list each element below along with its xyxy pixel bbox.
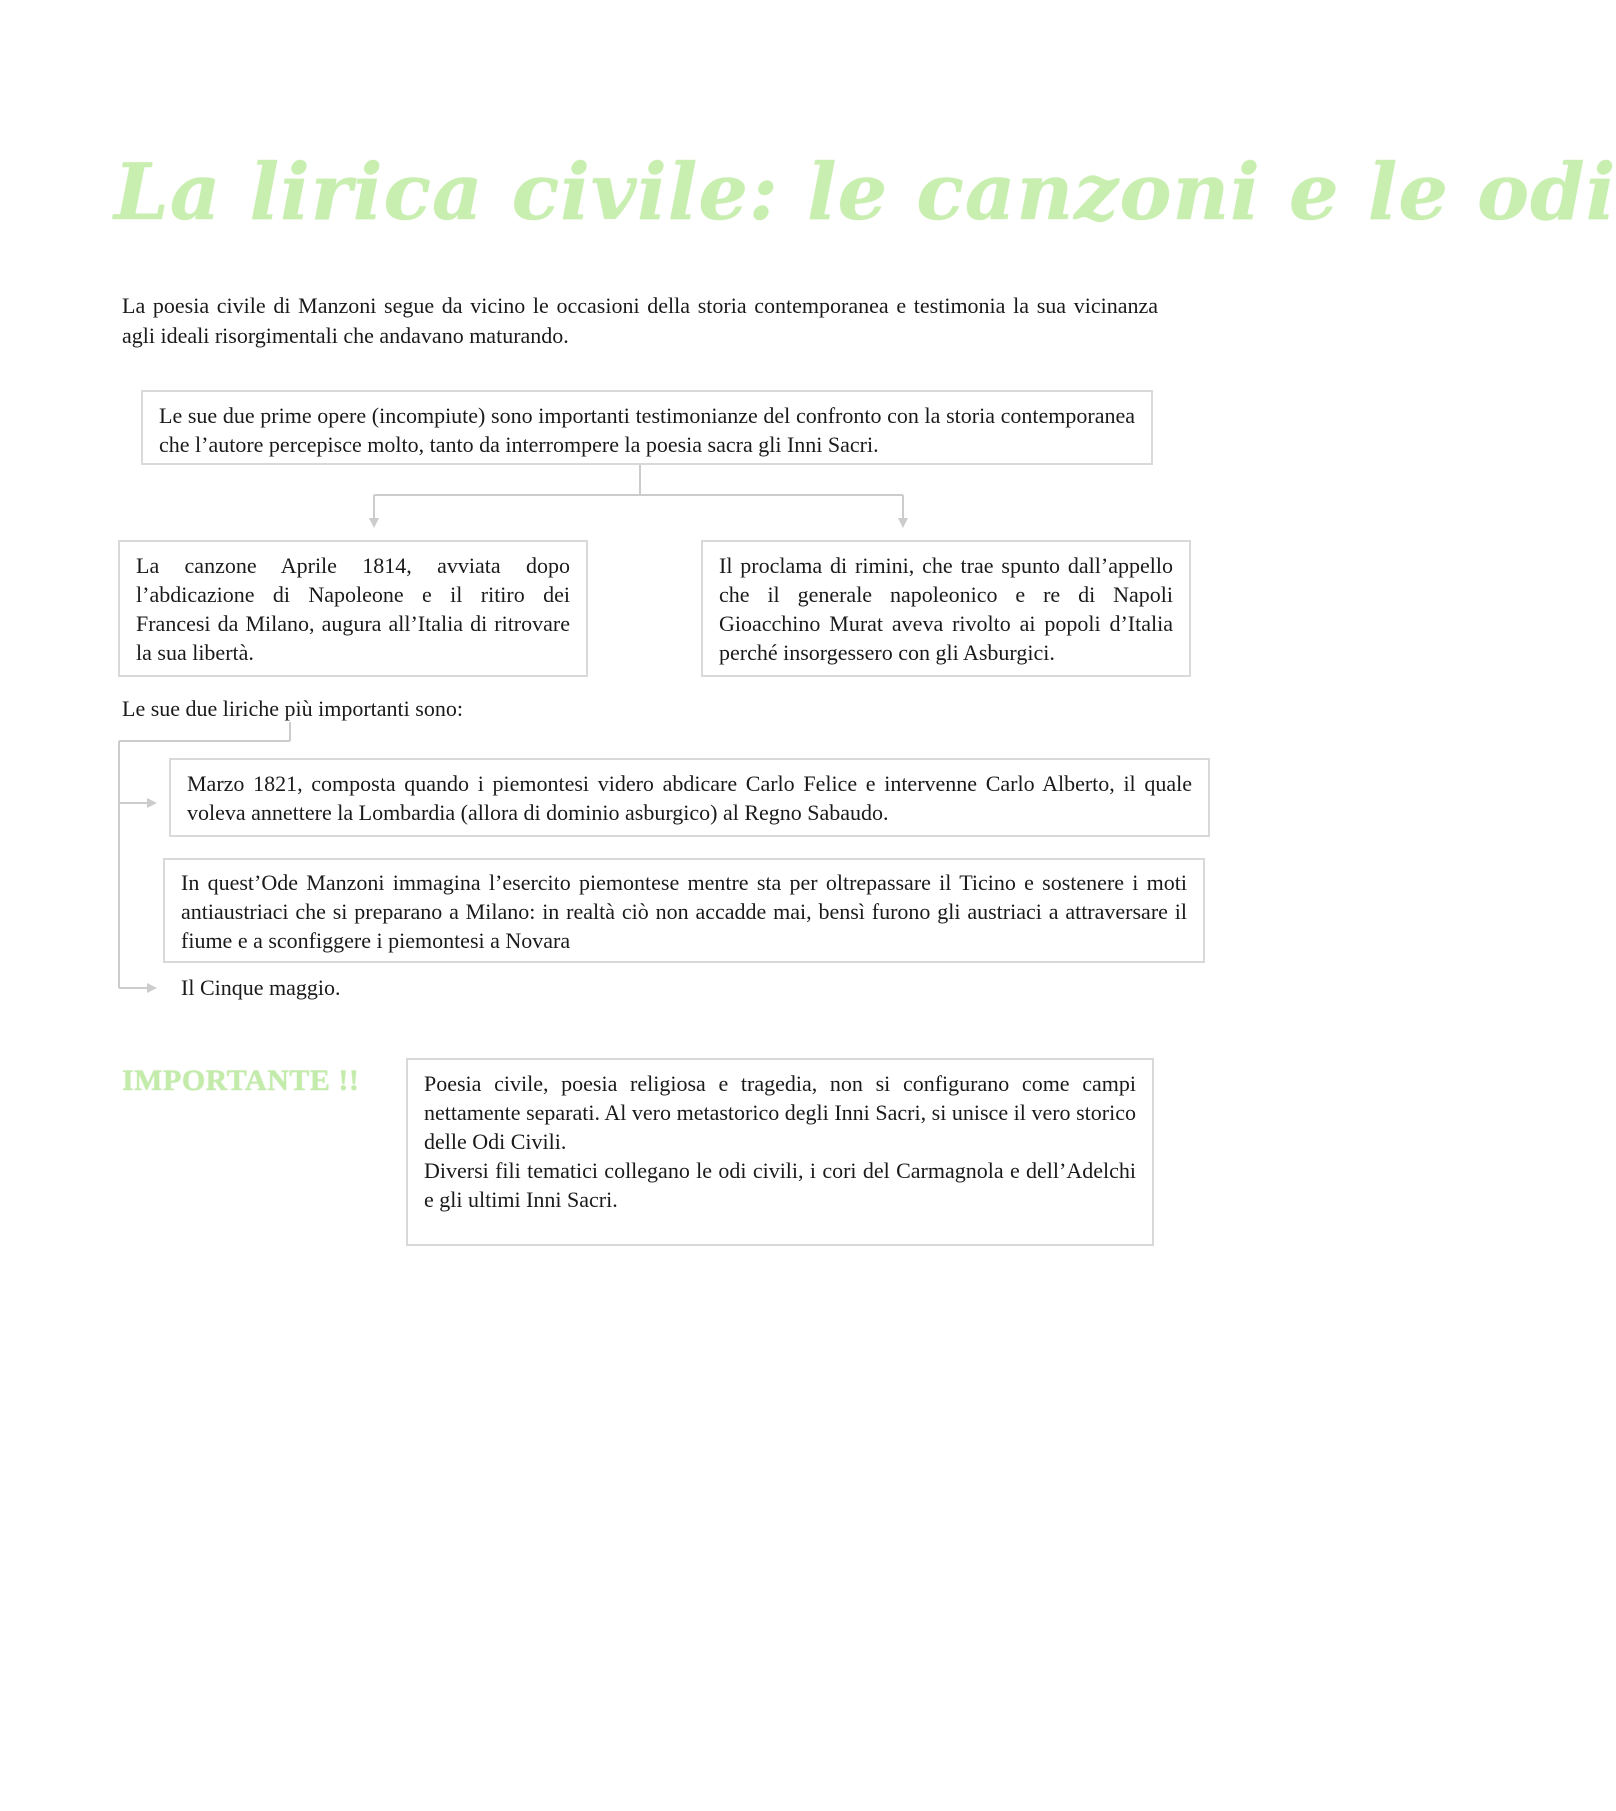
important-box — [406, 1058, 1154, 1246]
marzo-1821-box — [169, 758, 1210, 837]
page-title: La lirica civile: le canzoni e le odi — [114, 147, 1616, 238]
proclama-rimini-box — [701, 540, 1191, 677]
important-text-1: Poesia civile, poesia religiosa e tragedia, non si configurano come campi nettamente separati. Al vero metastorico degli Inni Sacri, si unisce il vero storico delle Odi Civili. — [424, 1071, 1136, 1154]
prime-opere-box — [141, 390, 1153, 465]
intro-paragraph: La poesia civile di Manzoni segue da vicino le occasioni della storia contemporanea e testimonia la sua vicinanza agli ideali risorgimentali che andavano maturando. — [122, 293, 1158, 348]
ode-description-text: In quest’Ode Manzoni immagina l’esercito piemontese mentre sta per oltrepassare il Ticino e sostenere i moti antiaustriaci che si preparano a Milano: in realtà ciò non accadde mai, bensì furono gli austriaci a attraversare il fiume e a sconfiggere i piemontesi a Novara — [181, 870, 1187, 953]
important-text-2: Diversi fili tematici collegano le odi civili, i cori del Carmagnola e dell’Adelchi e gli ultimi Inni Sacri. — [424, 1158, 1136, 1212]
important-label: IMPORTANTE !! — [122, 1064, 360, 1097]
prime-opere-text: Le sue due prime opere (incompiute) sono importanti testimonianze del confronto con la storia contemporanea che l’autore percepisce molto, tanto da interrompere la poesia sacra gli Inni Sacri. — [159, 403, 1135, 457]
aprile-1814-text: La canzone Aprile 1814, avviata dopo l’abdicazione di Napoleone e il ritiro dei Francesi da Milano, augura all’Italia di ritrovare la sua libertà. — [136, 553, 570, 665]
marzo-1821-text: Marzo 1821, composta quando i piemontesi videro abdicare Carlo Felice e intervenne Carlo Alberto, il quale voleva annettere la Lombardia (allora di dominio asburgico) al Regno Sabaudo. — [187, 771, 1192, 825]
aprile-1814-box — [118, 540, 588, 677]
ode-description-box — [163, 858, 1205, 963]
proclama-rimini-text: Il proclama di rimini, che trae spunto dall’appello che il generale napoleonico e re di Napoli Gioacchino Murat aveva rivolto ai popoli d’Italia perché insorgessero con gli Asburgici. — [719, 553, 1173, 665]
cinque-maggio-item: Il Cinque maggio. — [181, 975, 341, 1000]
liriche-heading: Le sue due liriche più importanti sono: — [122, 696, 463, 721]
